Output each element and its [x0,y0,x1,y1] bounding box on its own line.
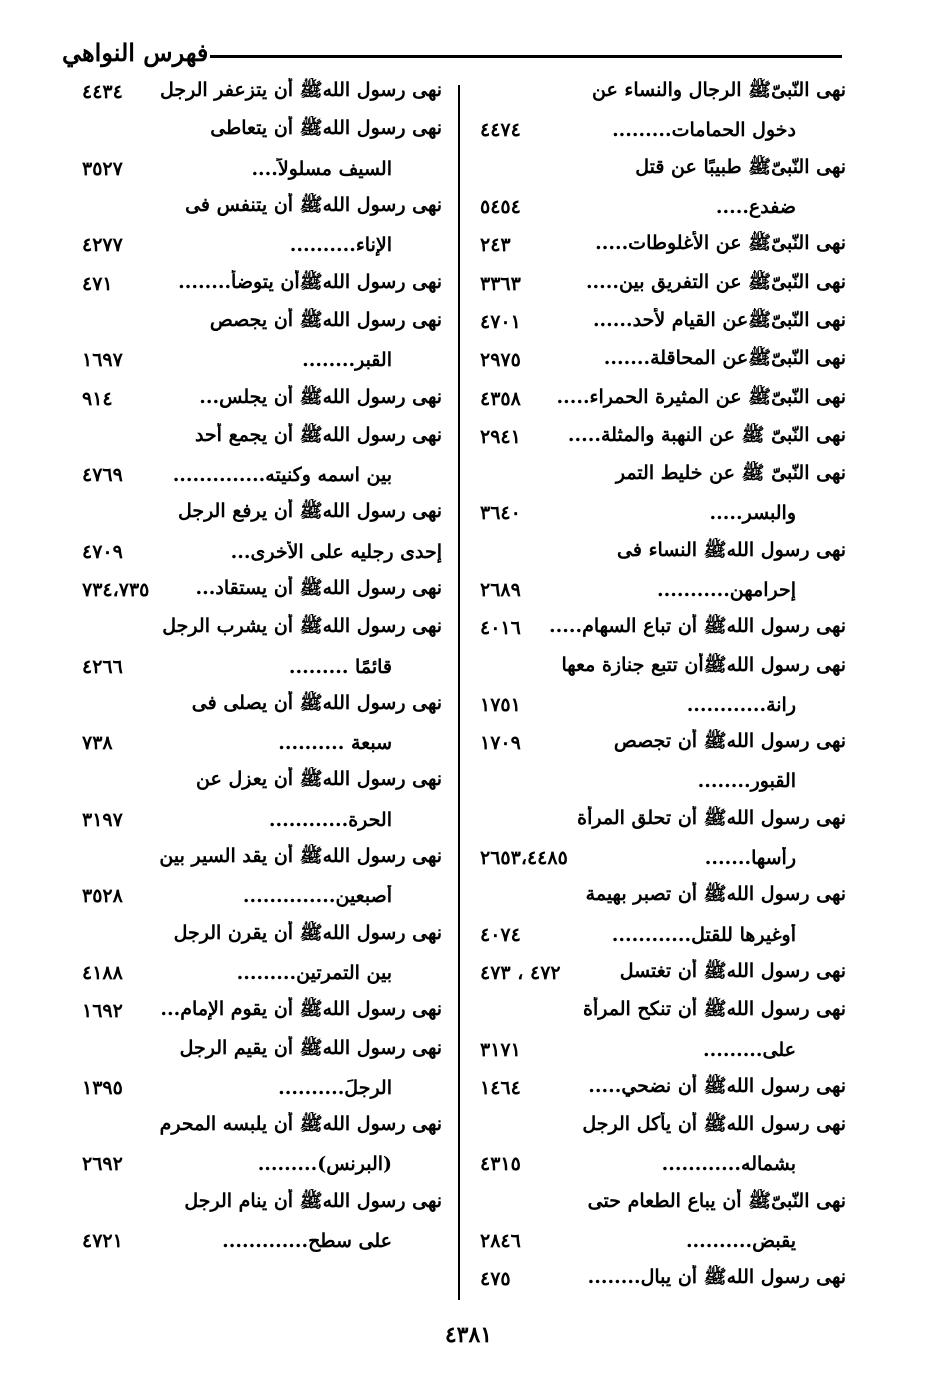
entry-text: نهى رسول اللهﷺ أن ينام الرجل [184,1189,442,1212]
index-entry [80,341,442,379]
index-entry [80,877,442,915]
entry-text: نهى النّبىّﷺ عن الأغلوطات..... [595,232,846,255]
entry-text: نهى رسول اللهﷺ أن تحلق المرأة [577,806,846,829]
index-entry [478,1260,846,1298]
entry-text: نهى رسول اللهﷺأن يتوضأ........ [178,270,442,293]
index-entry [478,571,846,609]
entry-text: نهى رسول اللهﷺ أن يقوم الإمام... [160,998,442,1021]
entry-text: نهى رسول اللهﷺ أن يبال........ [587,1266,846,1289]
column-divider [458,85,460,1300]
index-entry [80,724,442,762]
entry-text: نهى رسول اللهﷺ أن نضحي..... [588,1074,846,1097]
index-entry [478,264,846,302]
entry-text: نهى رسول اللهﷺ أن يقرن الرجل [173,921,442,944]
entry-text: نهى النّبىّﷺ الرجال والنساء عن [591,79,846,102]
entry-number: ١٦٩٢ [82,1000,123,1023]
entry-number: ٤٧١ [82,272,113,295]
entry-text: نهى رسول اللهﷺ أن يلبسه المحرم [159,1113,442,1136]
index-entry [478,1184,846,1222]
index-entry [478,762,846,800]
index-entry [80,609,442,647]
index-column-right [478,73,846,1299]
entry-text: نهى النّبىّﷺعن المحاقلة....... [603,347,846,370]
entry-text: نهى النّبىّﷺعن القيام لأحد...... [592,308,846,331]
entry-text: نهى رسول اللهﷺ أن يتعاطى [210,117,442,140]
index-entry [80,954,442,992]
entry-text: رانة............ [686,693,796,716]
entry-text: نهى النّبىّ ﷺ عن خليط التمر [615,462,846,485]
index-entry [478,877,846,915]
index-entry [478,1222,846,1260]
entry-number: ٣٥٢٨ [82,885,123,908]
entry-text: دخول الحمامات......... [612,119,796,142]
entry-number: ٣٦٤٠ [480,502,521,525]
entry-text: الرجلَ.......... [278,1076,392,1099]
index-entry [80,839,442,877]
index-entry [80,1222,442,1260]
entry-text: نهى رسول اللهﷺ أن يجصص [209,308,442,331]
entry-number: ٢٦٥٣،٤٤٨٥ [480,847,568,870]
entry-text: الحرة............ [268,808,392,831]
entry-text: نهى النّبىّﷺ عن التفريق بين..... [585,270,846,293]
index-entry [478,150,846,188]
entry-text: نهى رسول اللهﷺ أن يعزل عن [196,768,442,791]
index-entry [478,992,846,1030]
entry-number: ٤٧٦٩ [82,464,123,487]
index-entry [478,801,846,839]
index-entry [478,916,846,954]
index-entry [80,647,442,685]
entry-text: نهى النّبىّﷺ طبيبًا عن قتل [635,155,846,178]
index-entry [80,916,442,954]
index-entry [80,188,442,226]
entry-number: ١٣٩٥ [82,1076,123,1099]
entry-number: ٤٣١٥ [480,1153,521,1176]
index-entry [478,533,846,571]
entry-text: نهى رسول اللهﷺ النساء فى [617,538,846,561]
index-entry [80,1030,442,1068]
entry-number: ٢٨٤٦ [480,1230,521,1253]
entry-number: ٤٧٢ ، ٤٧٣ [480,961,561,984]
index-entry [478,341,846,379]
entry-number: ٤٤٣٤ [82,81,123,104]
entry-text: نهى رسول اللهﷺ أن يصلى فى [191,691,442,714]
entry-number: ٧٣٤،٧٣٥ [82,579,150,601]
entry-text: نهى رسول اللهﷺ أن تنكح المرأة [583,998,846,1021]
entry-text: رأسها....... [704,847,796,870]
index-entry [478,188,846,226]
entry-number: ٤٧٠١ [480,310,521,333]
index-entry [478,954,846,992]
entry-text: على......... [703,1038,796,1061]
entry-text: نهى النّبىّ ﷺ عن النهبة والمثلة..... [567,423,846,446]
index-entry [478,494,846,532]
index-entry [478,379,846,417]
entry-text: سبعة .......... [278,732,392,755]
entry-text: أوغيرها للقتل............ [611,923,796,946]
index-entry [80,801,442,839]
index-entry [80,1069,442,1107]
index-entry [478,647,846,685]
entry-text: (البرنس)......... [257,1153,392,1176]
entry-text: القبور........ [697,770,796,793]
entry-number: ١٦٩٧ [82,349,123,372]
entry-text: نهى النّبىّﷺ أن يباع الطعام حتى [587,1189,846,1212]
index-entry [80,571,442,609]
entry-number: ٤٧٠٩ [82,540,123,563]
entry-number: ٧٣٨ [82,732,113,755]
index-entry [80,150,442,188]
index-entry [478,226,846,264]
entry-number: ٤٣٥٨ [480,387,521,410]
index-entry [80,686,442,724]
entry-number: ٤٧٥ [480,1268,511,1291]
index-entry [478,73,846,111]
index-entry [478,303,846,341]
index-entry [80,456,442,494]
index-entry [478,686,846,724]
index-column-left [80,73,442,1260]
index-entry [80,1184,442,1222]
entry-number: ٤٤٧٤ [480,119,521,142]
entry-number: ٤٧٢١ [82,1230,123,1253]
entry-number: ١٧٥١ [480,693,521,716]
entry-text: نهى رسول اللهﷺ أن يتزعفر الرجل [159,79,442,102]
index-entry [80,992,442,1030]
index-entry [80,379,442,417]
index-entry [80,494,442,532]
entry-number: ١٧٠٩ [480,732,521,755]
index-entry [80,73,442,111]
index-entry [478,1069,846,1107]
entry-text: نهى رسول اللهﷺ أن تباع السهام..... [549,615,846,638]
entry-number: ٢٩٧٥ [480,349,521,372]
header-rule [210,55,842,58]
entry-number: ٥٤٥٤ [480,196,521,219]
entry-text: نهى رسول اللهﷺ أن يجلس... [199,385,442,408]
index-entry [80,1145,442,1183]
entry-text: السيف مسلولاً.... [251,157,392,180]
entry-text: نهى رسول اللهﷺ أن يستقاد... [195,577,442,599]
index-entry [80,418,442,456]
entry-text: نهى رسول اللهﷺ أن تصبر بهيمة [585,883,846,906]
entry-text: نهى رسول اللهﷺ أن يتنفس فى [185,194,442,217]
entry-text: القبر........ [302,349,392,372]
entry-text: بين اسمه وكنيته.............. [172,464,392,487]
entry-text: والبسر..... [709,502,796,525]
entry-text: نهى رسول اللهﷺ أن يجمع أحد [194,423,442,446]
entry-text: قائمًا ......... [288,655,392,678]
entry-number: ٤١٨٨ [82,961,123,984]
index-entry [80,1107,442,1145]
entry-text: الإناء.......... [289,234,392,257]
entry-text: نهى رسول اللهﷺ أن يرفع الرجل [177,500,442,523]
index-entry [478,609,846,647]
index-entry [80,111,442,149]
entry-number: ٣١٩٧ [82,808,123,831]
entry-text: على سطح............. [222,1230,392,1253]
entry-number: ٤٢٧٧ [82,234,123,257]
index-entry [478,456,846,494]
index-entry [80,303,442,341]
index-entry [80,264,442,302]
entry-number: ٣٥٢٧ [82,157,123,180]
entry-number: ٢٦٨٩ [480,579,521,601]
entry-number: ٤٠٧٤ [480,923,521,946]
entry-text: نهى رسول اللهﷺ أن يقد السير بين [159,845,442,868]
entry-text: نهى رسول اللهﷺ أن تجصص [613,730,846,753]
index-entry [478,839,846,877]
entry-text: بين التمرتين......... [236,961,392,984]
index-entry [478,724,846,762]
index-entry [478,418,846,456]
page-number: ٤٣٨١ [444,1322,493,1348]
index-entry [478,1107,846,1145]
entry-text: نهى رسول اللهﷺ أن يقيم الرجل [179,1036,442,1059]
entry-text: نهى النّبىّﷺ عن المثيرة الحمراء..... [556,385,846,408]
index-entry [80,533,442,571]
entry-text: نهى رسول اللهﷺ أن يشرب الرجل [162,615,442,638]
entry-number: ٢٦٩٢ [82,1153,123,1176]
entry-text: نهى رسول اللهﷺ أن يأكل الرجل [582,1113,846,1136]
entry-number: ١٤٦٤ [480,1076,521,1099]
entry-text: بشماله............ [661,1153,796,1176]
page-header-title: فهرس النواهي [62,38,209,67]
entry-text: أصبعين.............. [242,885,392,908]
entry-text: نهى رسول اللهﷺأن تتبع جنازة معها [561,653,846,676]
entry-number: ٣١٧١ [480,1038,521,1061]
entry-text: إحدى رجليه على الأخرى... [230,540,442,563]
entry-number: ٢٩٤١ [480,425,521,448]
entry-text: إحرامهن........... [657,579,796,601]
entry-text: يقبض.......... [685,1230,796,1253]
index-entry [478,111,846,149]
entry-number: ٣٣٦٣ [480,272,521,295]
entry-text: نهى رسول اللهﷺ أن تغتسل [619,959,846,982]
index-entry [478,1030,846,1068]
entry-number: ٤٠١٦ [480,617,521,640]
entry-number: ٤٢٦٦ [82,655,123,678]
entry-text: ضفدع..... [715,196,796,219]
index-entry [80,762,442,800]
index-entry [80,226,442,264]
entry-number: ٩١٤ [82,387,113,410]
index-entry [478,1145,846,1183]
entry-number: ٢٤٣ [480,234,511,257]
